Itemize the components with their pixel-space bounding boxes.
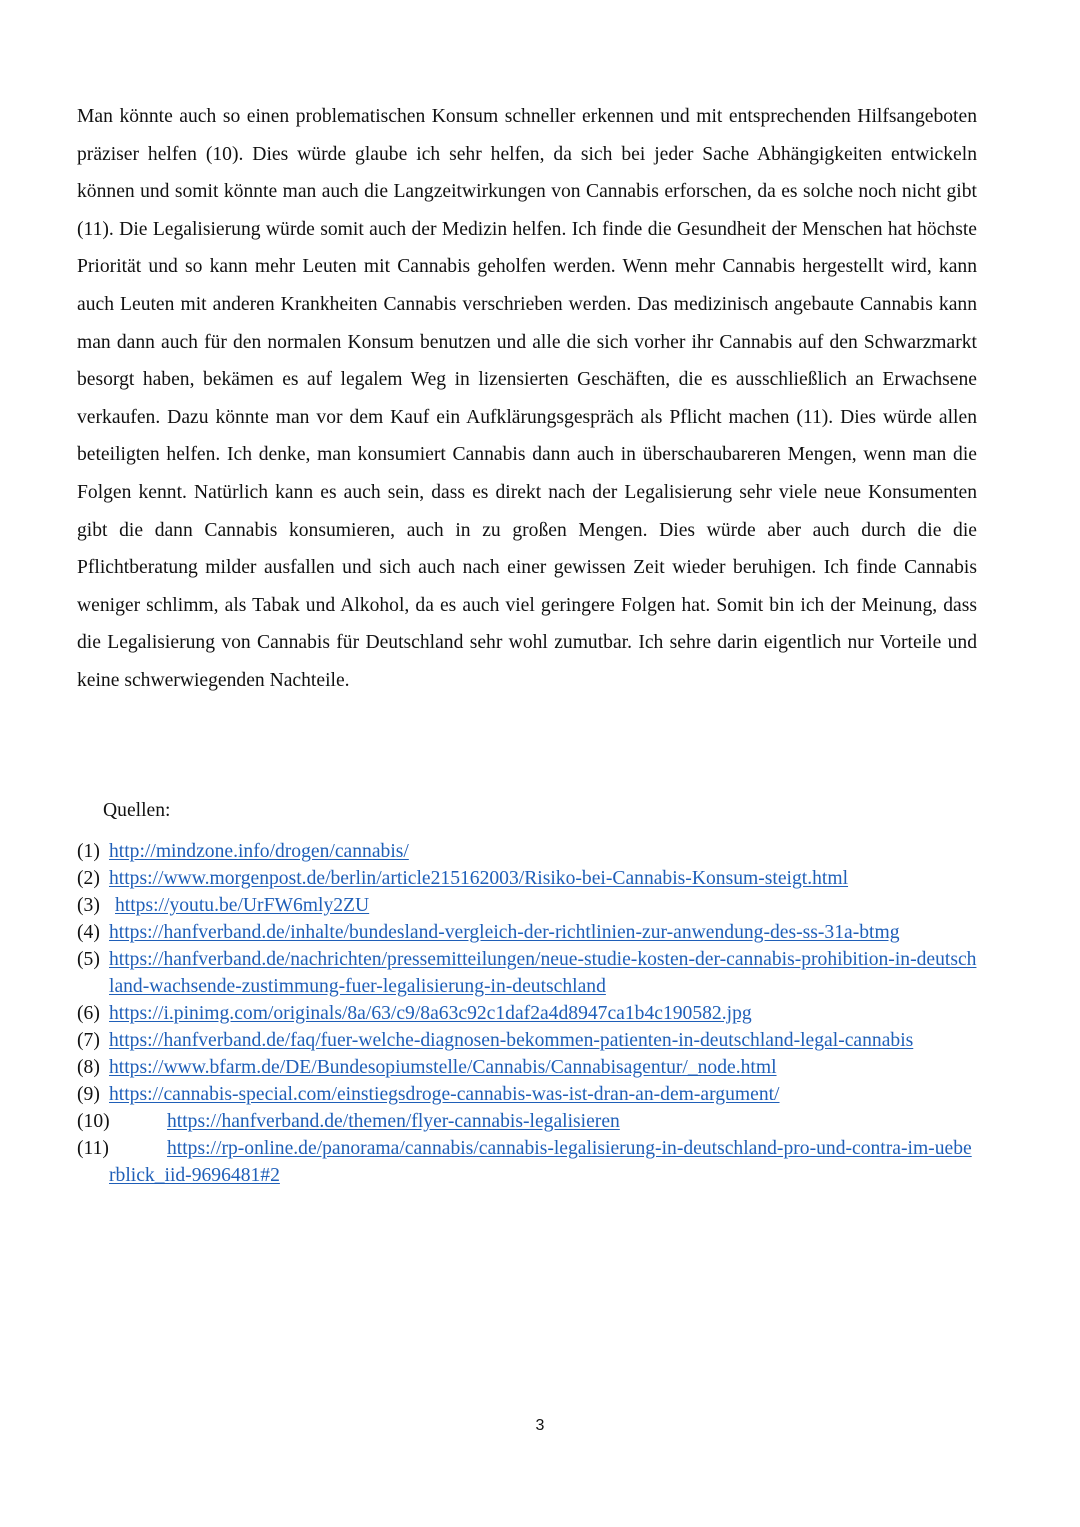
source-link[interactable]: https://hanfverband.de/nachrichten/pressemitteilungen/neue-studie-kosten-der-cannabis-prohibition-in-deutschland-wachsende-zustimmung-fuer-legalisierung-in-deutschland [109,949,977,997]
source-number: (5) [77,949,100,970]
source-number: (10) [77,1111,110,1132]
source-number: (11) [77,1138,109,1159]
source-item [77,1027,977,1054]
source-number: (8) [77,1057,100,1078]
source-item [77,1000,977,1027]
source-link[interactable]: https://i.pinimg.com/originals/8a/63/c9/8a63c92c1daf2a4d8947ca1b4c190582.jpg [109,1003,752,1024]
source-link[interactable]: https://cannabis-special.com/einstiegsdroge-cannabis-was-ist-dran-an-dem-argument/ [109,1084,780,1105]
source-item [77,946,977,1000]
source-number: (1) [77,841,100,862]
source-item [77,1135,977,1189]
source-number: (2) [77,868,100,889]
source-item [77,865,977,892]
source-number: (3) [77,895,100,916]
body-paragraph: Man könnte auch so einen problematischen Konsum schneller erkennen und mit entsprechenden Hilfsangeboten präziser helfen (10). Dies würde glaube ich sehr helfen, da sich bei jeder Sache Abhängigkeiten entwickeln können und somit könnte man auch die Langzeitwirkungen von Cannabis erforschen, da es solche noch nicht gibt (11). Die Legalisierung würde somit auch der Medizin helfen. Ich finde die Gesundheit der Menschen hat höchste Priorität und so kann mehr Leuten mit Cannabis geholfen werden. Wenn mehr Cannabis hergestellt wird, kann auch Leuten mit anderen Krankheiten Cannabis verschrieben werden. Das medizinisch angebaute Cannabis kann man dann auch für den normalen Konsum benutzen und alle die sich vorher ihr Cannabis auf den Schwarzmarkt besorgt haben, bekämen es auf legalem Weg in lizensierten Geschäften, die es ausschließlich an Erwachsene verkaufen. Dazu könnte man vor dem Kauf ein Aufklärungsgespräch als Pflicht machen (11). Dies würde allen beteiligten helfen. Ich denke, man konsumiert Cannabis dann auch in überschaubareren Mengen, wenn man die Folgen kennt. Natürlich kann es auch sein, dass es direkt nach der Legalisierung sehr viele neue Konsumenten gibt die dann Cannabis konsumieren, auch in zu großen Mengen. Dies würde aber auch durch die die Pflichtberatung milder ausfallen und sich auch nach einer gewissen Zeit wieder beruhigen. Ich finde Cannabis weniger schlimm, als Tabak und Alkohol, da es auch viel geringere Folgen hat. Somit bin ich der Meinung, dass die Legalisierung von Cannabis für Deutschland sehr wohl zumutbar. Ich sehre darin eigentlich nur Vorteile und keine schwerwiegenden Nachteile. [77,106,977,691]
source-number: (7) [77,1030,100,1051]
source-item [77,838,977,865]
source-link[interactable]: https://youtu.be/UrFW6mly2ZU [115,895,370,916]
source-number: (9) [77,1084,100,1105]
source-item [77,1081,977,1108]
sources-heading: Quellen: [103,800,171,821]
source-link[interactable]: https://hanfverband.de/themen/flyer-cannabis-legalisieren [167,1111,620,1132]
source-link[interactable]: https://rp-online.de/panorama/cannabis/cannabis-legalisierung-in-deutschland-pro-und-contra-im-ueberblick_iid-9696481#2 [109,1138,972,1186]
source-link[interactable]: http://mindzone.info/drogen/cannabis/ [109,841,409,862]
source-link[interactable]: https://hanfverband.de/faq/fuer-welche-diagnosen-bekommen-patienten-in-deutschland-legal-cannabis [109,1030,914,1051]
page-number: 3 [535,1417,545,1434]
source-number: (4) [77,922,100,943]
source-item [77,1108,977,1135]
source-link[interactable]: https://www.morgenpost.de/berlin/article215162003/Risiko-bei-Cannabis-Konsum-steigt.html [109,868,849,889]
source-item [77,1054,977,1081]
source-link[interactable]: https://www.bfarm.de/DE/Bundesopiumstelle/Cannabis/Cannabisagentur/_node.html [109,1057,777,1078]
source-item [77,892,977,919]
source-link[interactable]: https://hanfverband.de/inhalte/bundesland-vergleich-der-richtlinien-zur-anwendung-des-ss-31a-btmg [109,922,900,943]
sources-list [77,838,977,1189]
source-number: (6) [77,1003,100,1024]
source-item [77,919,977,946]
